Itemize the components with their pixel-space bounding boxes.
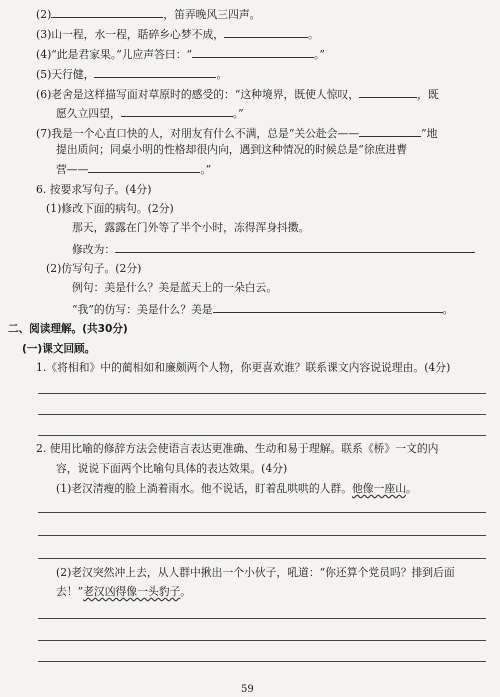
answer-line [38,435,486,436]
q6-sub2-prompt: “我”的仿写：美是什么？美是 。 [72,303,454,316]
q6-sub1-answer: 修改为： [72,241,475,257]
question-2-line2: 容，说说下面两个比喻句具体的表达效果。(4分) [56,462,288,475]
answer-line [38,661,486,662]
q5-item-6-line1: (6)老舍是这样描写面对草原时的感受的：“这种境界，既使人惊叹， ，既 [36,88,439,101]
blank [359,86,417,98]
part-1-title: (一)课文回顾。 [22,343,96,355]
blank [51,6,163,18]
q5-item-5: (5)天行健， 。 [36,68,228,81]
question-2-line1: 2. 使用比喻的修辞方法会使语言表达更准确、生动和易于理解。联系《桥》一文的内 [36,442,439,455]
question-2-sentence-2-line1: (2)老汉突然冲上去，从人群中揪出一个小伙子，吼道：“你还算个党员吗？排到后面 [56,566,455,579]
q6-sub1-sentence: 那天，露露在门外等了半个小时，冻得浑身抖擞。 [72,221,310,234]
answer-line [38,512,486,513]
q5-item-6-line2: 愿久立四望， 。” [56,107,244,120]
answer-line [38,640,486,641]
answer-blank [213,301,443,313]
q6-sub2-example: 例句：美是什么？美是蓝天上的一朵白云。 [72,281,278,294]
q5-item-7-line3: 营—— 。” [56,163,212,176]
blank [192,46,314,58]
answer-line [38,558,486,559]
section-2-title: 二、阅读理解。(共30分) [8,323,128,335]
blank [121,105,233,117]
question-1: 1.《将相和》中的蔺相如和廉颇两个人物，你更喜欢谁？联系课文内容说说理由。(4分) [36,361,451,374]
q5-item-7-line1: (7)我是一个心直口快的人，对朋友有什么不满，总是“关公赴会—— ”地 [36,127,438,140]
page-number: 59 [241,684,254,695]
question-2-sentence-1: (1)老汉清瘦的脸上淌着雨水。他不说话，盯着乱哄哄的人群。他像一座山。 [56,482,417,495]
q6-sub1-title: (1)修改下面的病句。(2分) [46,202,174,215]
q6-title: 6. 按要求写句子。(4分) [36,183,152,196]
q5-item-3: (3)山一程，水一程，聒碎乡心梦不成， 。 [36,28,319,41]
q5-item-7-line2: 提出质问；同桌小明的性格却很内向，遇到这种情况的时候总是“徐庶进曹 [56,143,408,156]
q5-item-4: (4)“此是君家果。”儿应声答曰：“ 。” [36,48,325,61]
blank [94,66,216,78]
answer-line [38,618,486,619]
answer-line [38,393,486,394]
answer-blank [115,241,475,253]
blank [88,161,200,173]
blank [224,26,308,38]
answer-line [38,535,486,536]
answer-line [38,414,486,415]
question-2-sentence-2-line2: 去！”老汉凶得像一头豹子。 [56,585,192,598]
q5-item-2: (2) ，笛弄晚风三四声。 [36,8,261,21]
blank [359,125,421,137]
q6-sub2-title: (2)仿写句子。(2分) [46,262,142,275]
